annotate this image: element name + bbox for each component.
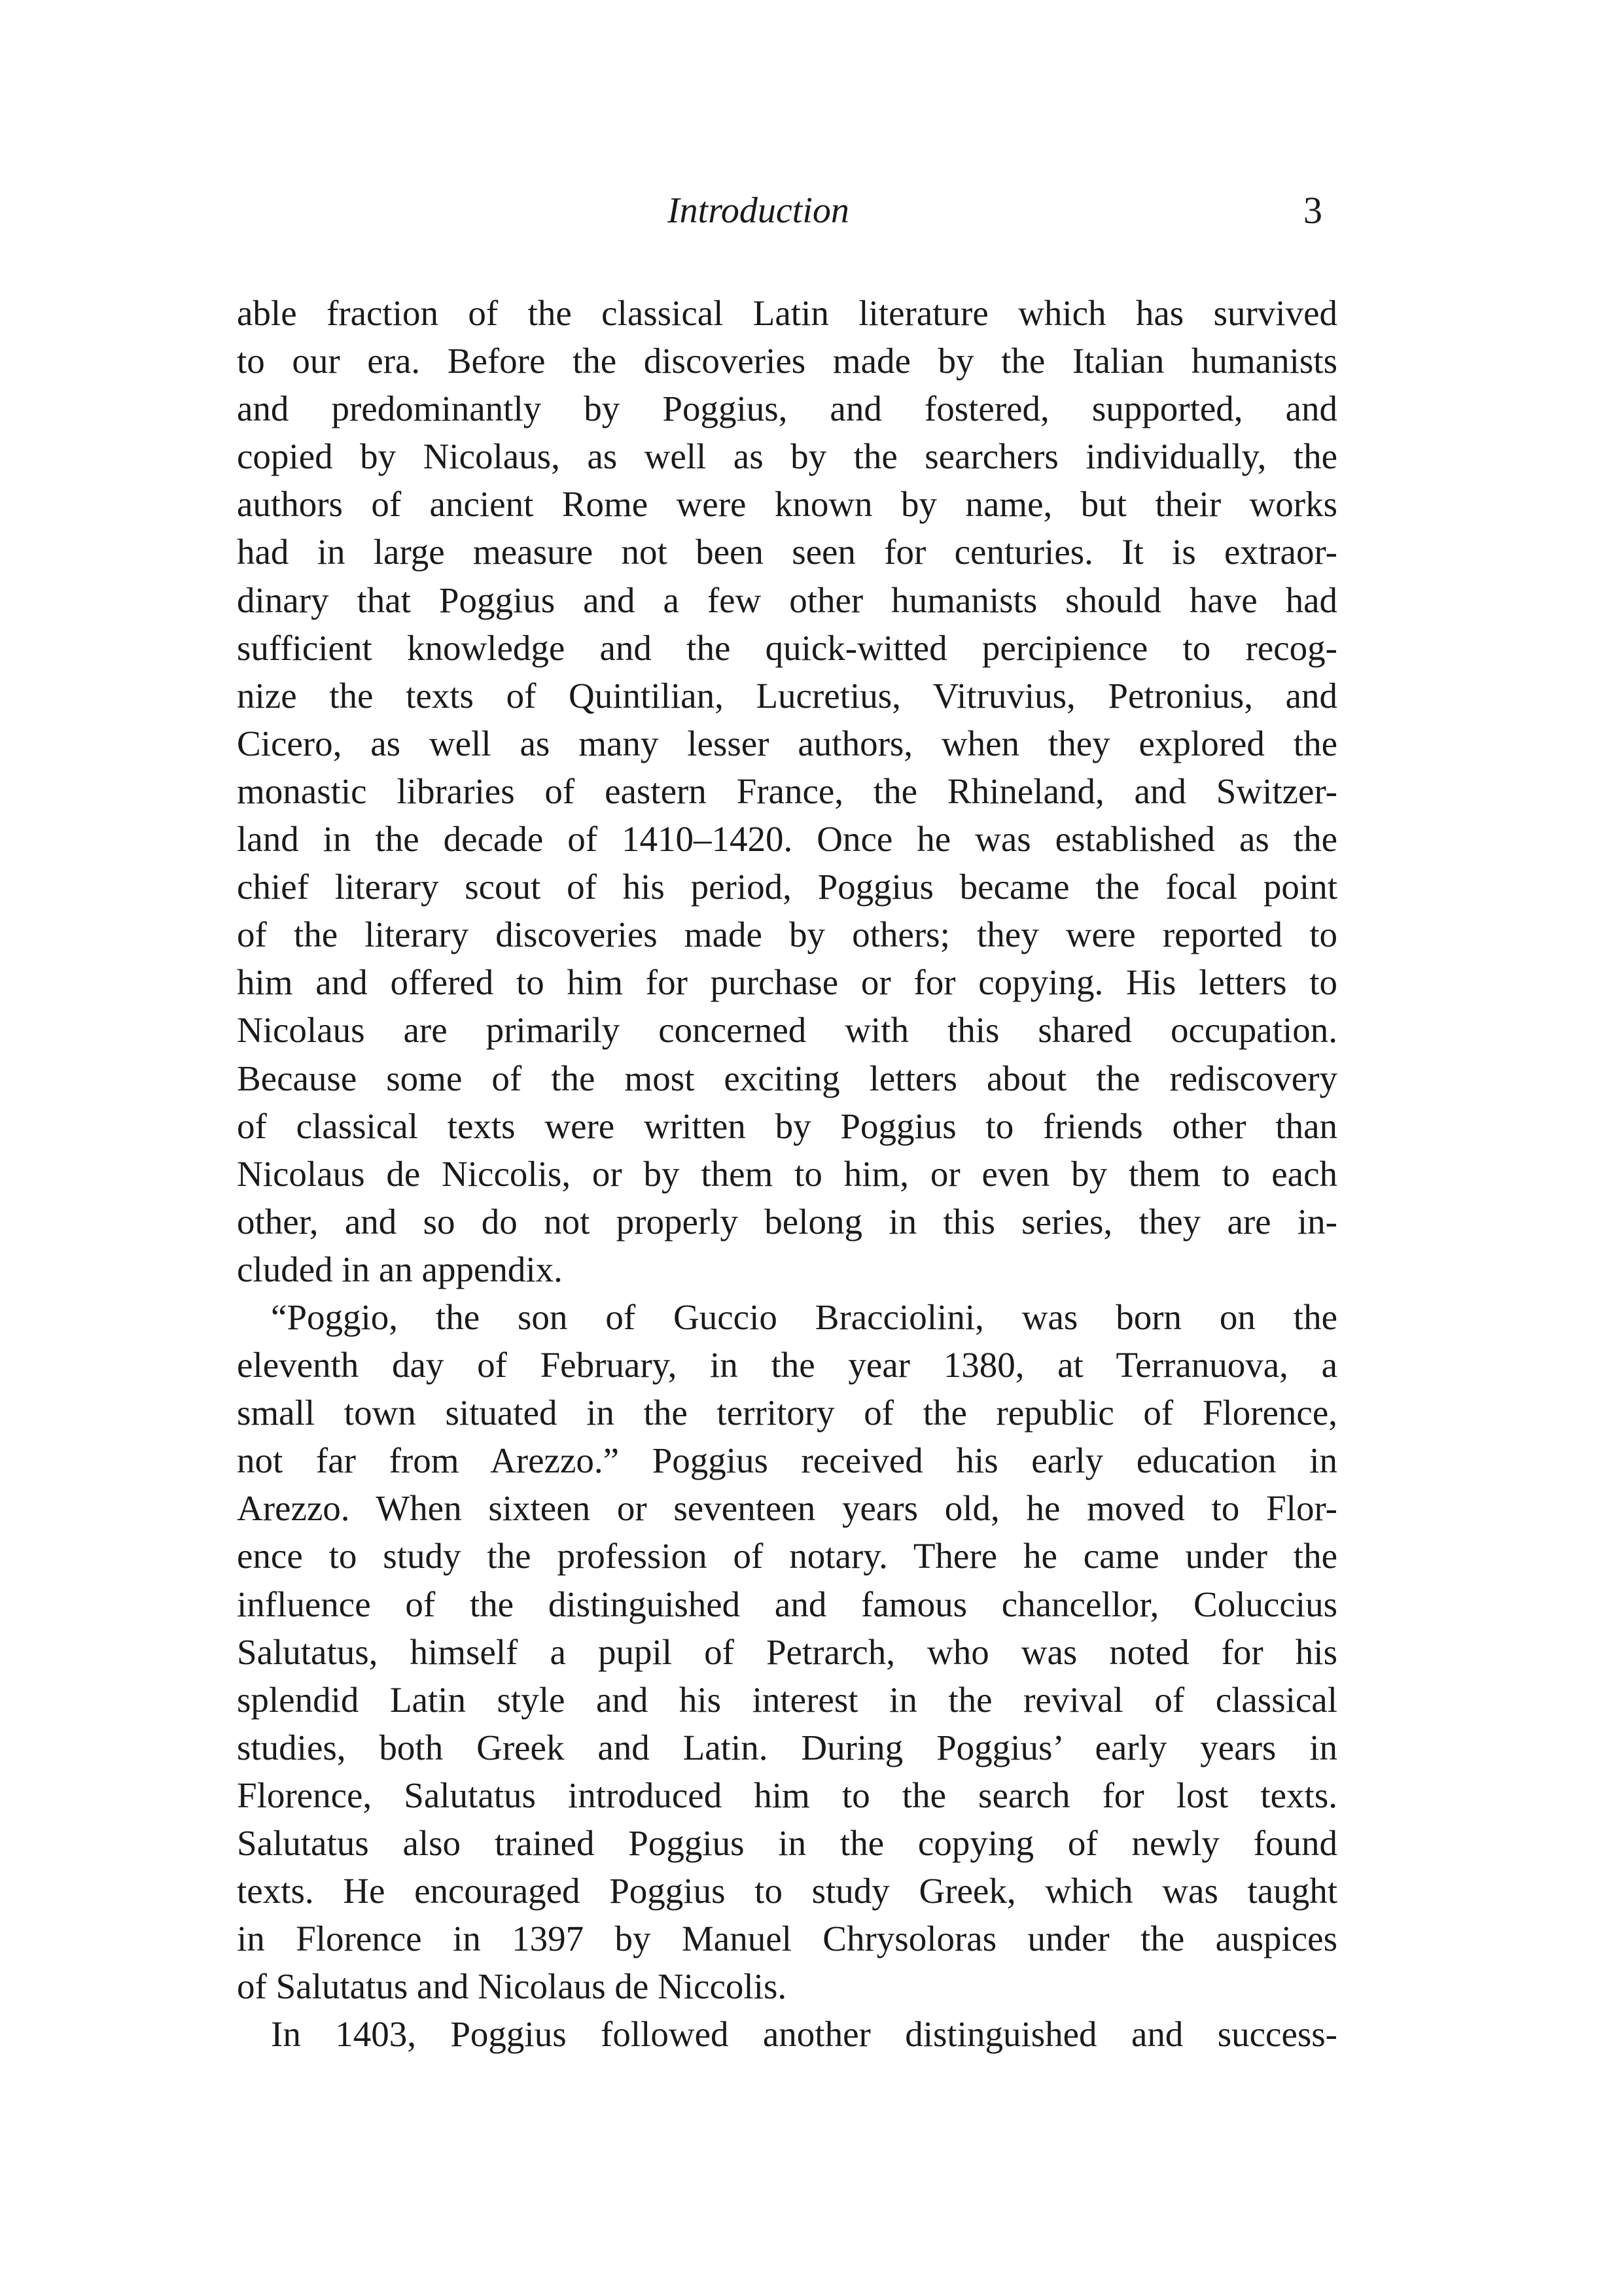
paragraph-start-line: In 1403, Poggius followed another distinguished and success- [271,2014,1337,2055]
text-line: copied by Nicolaus, as well as by the searchers individually, the [237,436,1337,477]
text-line: splendid Latin style and his interest in the revival of classical [237,1679,1337,1720]
text-line: Because some of the most exciting letters about the rediscovery [237,1058,1337,1098]
text-line: monastic libraries of eastern France, the Rhineland, and Switzer- [237,771,1337,811]
paragraph-start-line: “Poggio, the son of Guccio Bracciolini, was born on the [271,1296,1337,1337]
text-line: land in the decade of 1410–1420. Once he was established as the [237,819,1337,860]
text-line: eleventh day of February, in the year 1380, at Terranuova, a [237,1345,1337,1385]
text-line: texts. He encouraged Poggius to study Greek, which was taught [237,1871,1337,1911]
text-line: studies, both Greek and Latin. During Poggius’ early years in [237,1727,1337,1767]
text-line: sufficient knowledge and the quick-witted percipience to recog- [237,627,1337,668]
text-line: dinary that Poggius and a few other humanists should have had [237,580,1337,620]
text-line: Florence, Salutatus introduced him to the search for lost texts. [237,1775,1337,1815]
text-line: influence of the distinguished and famous chancellor, Coluccius [237,1584,1337,1624]
text-line: of the literary discoveries made by others; they were reported to [237,914,1337,955]
text-line: Arezzo. When sixteen or seventeen years old, he moved to Flor- [237,1488,1337,1529]
text-line: not far from Arezzo.” Poggius received his early education in [237,1440,1337,1481]
text-line: ence to study the profession of notary. There he came under the [237,1536,1337,1576]
text-line: in Florence in 1397 by Manuel Chrysoloras under the auspices [237,1919,1337,1959]
text-line: of classical texts were written by Poggius to friends other than [237,1105,1337,1146]
page-number: 3 [1303,189,1322,232]
text-line: other, and so do not properly belong in this series, they are in- [237,1201,1337,1242]
text-line: Cicero, as well as many lesser authors, when they explored the [237,723,1337,763]
text-line: authors of ancient Rome were known by name, but their works [237,484,1337,525]
body-text [237,289,1337,2058]
text-line: of Salutatus and Nicolaus de Niccolis. [237,1966,787,2007]
text-line: had in large measure not been seen for centuries. It is extraor- [237,532,1337,572]
text-line: able fraction of the classical Latin literature which has survived [237,293,1337,333]
text-line: nize the texts of Quintilian, Lucretius, Vitruvius, Petronius, and [237,675,1337,716]
text-line: chief literary scout of his period, Poggius became the focal point [237,867,1337,907]
text-line: Salutatus, himself a pupil of Petrarch, who was noted for his [237,1631,1337,1672]
text-line: to our era. Before the discoveries made by the Italian humanists [237,341,1337,381]
text-line: Nicolaus are primarily concerned with this shared occupation. [237,1010,1337,1051]
text-line: Nicolaus de Niccolis, or by them to him, or even by them to each [237,1153,1337,1194]
text-line: small town situated in the territory of the republic of Florence, [237,1393,1337,1433]
text-line: cluded in an appendix. [237,1249,563,1289]
text-line: Salutatus also trained Poggius in the copying of newly found [237,1823,1337,1863]
running-head [0,184,1624,237]
running-title: Introduction [667,190,849,231]
text-line: him and offered to him for purchase or for copying. His letters to [237,962,1337,1003]
text-line: and predominantly by Poggius, and fostered, supported, and [237,389,1337,429]
